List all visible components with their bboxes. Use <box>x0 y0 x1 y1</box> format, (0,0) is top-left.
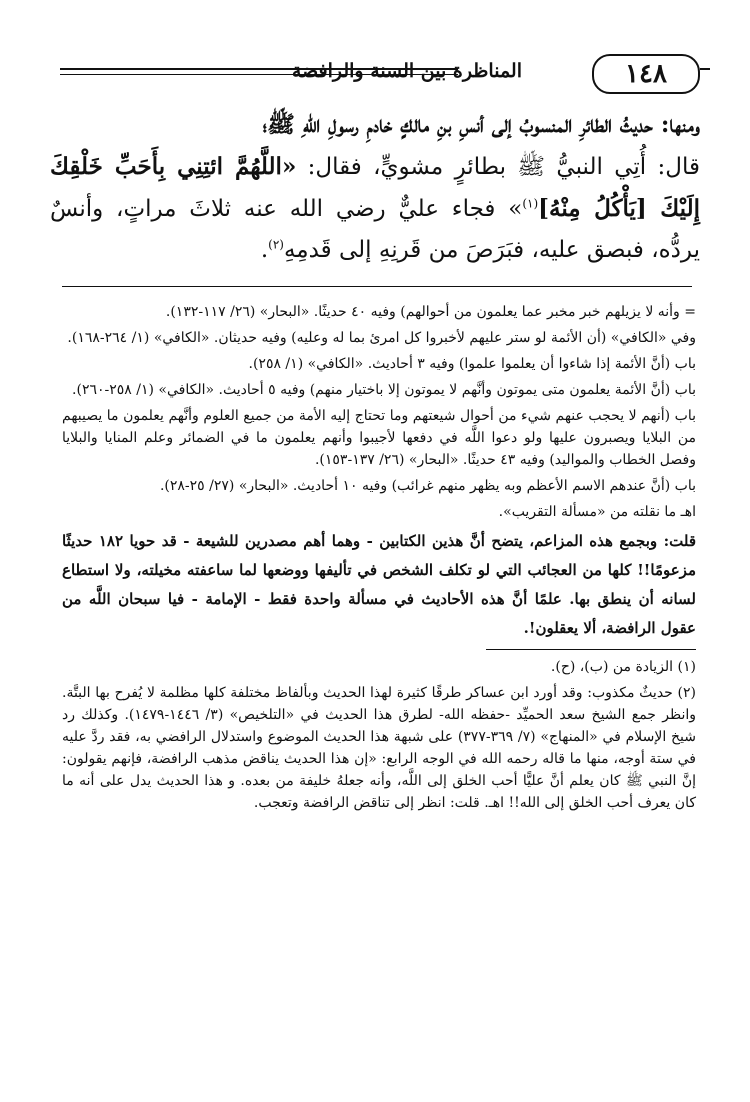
author-comment: قلت: وبجمع هذه المزاعم، يتضح أنَّ هذين الكتابين - وهما أهم مصدرين للشيعة - قد حويا ١٨٢ حديثًا مزعومًا!! كلها من العجائب التي لو تكلف الشخص في تأليفها ووضعها لما ساعفته مخيلته، ولا استطاع لسانه أن ينطق بها. علمًا أنَّ هذه الأحاديث في مسألة واحدة فقط - الإمامة - فيا سبحان اللَّه من عقول الرافضة، ألا يعقلون!. <box>62 532 697 637</box>
footnotes <box>62 301 696 818</box>
note-continuation: = وأنه لا يزيلهم خبر مخبر عما يعلمون من أحوالهم) وفيه ٤٠ حديثًا. «البحار» (٢٦/ ١١٧-١٣٢). <box>165 304 696 320</box>
main-text-intro: قال: أُتِي النبيُّ ﷺ بطائرٍ مشويٍّ، فقال: <box>307 154 700 180</box>
note-bab-3: باب (أنهم لا يحجب عنهم شيء من أحوال شيعتهم وما تحتاج إليه الأمة من جميع العلوم وأنَّهم يعلمون ما يصيبهم من البلايا ويصبرون عليها ولو دعوا اللَّه في دفعها لأجيبوا وأنهم يعلمون ما في الضمائر وعلم المنايا والبلايا وفصل الخطاب والمواليد) وفيه ٤٣ حديثًا. «البحار» (٢٦/ ١٣٧-١٥٣). <box>62 408 696 468</box>
note-kafi-1: وفي «الكافي» (أن الأئمة لو ستر عليهم لأخبروا كل امرئ بما له وعليه) وفيه حديثان. «الكافي» (١/ ٢٦٤-١٦٨). <box>67 330 696 346</box>
note-bab-4: باب (أنَّ عندهم الاسم الأعظم وبه يظهر منهم غرائب) وفيه ١٠ أحاديث. «البحار» (٢٧/ ٢٥-٢٨). <box>159 478 696 494</box>
footnote-2: (٢) حديثٌ مكذوب: وقد أورد ابن عساكر طرقًا كثيرة لهذا الحديث وبألفاظ مختلفة كلها مظلمة لا يُفرح بها البتَّة. وانظر جمع الشيخ سعد الحميِّد -حفظه الله- لطرق هذا الحديث في «التلخيص» (٣/ ١٤٤٦-١٤٧٩). وكذلك رد شيخ الإسلام في «المنهاج» (٧/ ٣٦٩-٣٧٧) على شبهة هذا الحديث الموضوع واستدلال الرافضي به، فقد ردَّ عليه في ستة أوجه، منها ما قاله رحمه الله في الوجه الرابع: «إن هذا الحديث يناقض مذهب الرافضة، فإنهم يقولون: إنَّ النبي ﷺ كان يعلم أنَّ عليًّا أحب الخلق إلى اللَّه، وأنه جعلهُ خليفة من بعده. و هذا الحديث يدل على أنه ما كان يعرف أحب الخلق إلى الله!! اهـ. قلت: انظر إلى تناقض الرافضة وتعجب. <box>62 685 697 811</box>
note-bab-1: باب (أنَّ الأئمة إذا شاءوا أن يعلموا علموا) وفيه ٣ أحاديث. «الكافي» (١/ ٢٥٨). <box>248 356 696 372</box>
main-heading-text: ومنها: حديثُ الطائرِ المنسوبُ إلى أنسِ بنِ مالكٍ خادمِ رسولِ اللهِ ﷺ؛ <box>262 111 700 138</box>
page-number: ١٤٨ <box>592 54 700 94</box>
header-rule-right <box>700 68 710 70</box>
footnote-ref-1: (١) <box>522 196 539 211</box>
footnote-1: (١) الزيادة من (ب)، (ح). <box>550 659 696 675</box>
main-text-story: » فجاء عليٌّ رضي الله عنه ثلاثَ مراتٍ، وأنسٌ يردُّه، فبصق عليه، فبَرَصَ من قَرنِهِ إلى قَدمِهِ <box>50 196 700 263</box>
note-source: اهـ ما نقلته من «مسألة التقريب». <box>498 504 696 520</box>
footnote-ref-2: (٢) <box>268 237 284 252</box>
main-text <box>50 104 700 271</box>
hadith-quote: «اللَّهُمَّ ائتِنِي بِأَحَبِّ خَلْقِكَ إِلَيْكَ [يَأْكُلُ مِنْهُ] <box>50 153 700 222</box>
notes-separator <box>486 649 696 650</box>
page-header <box>60 54 710 94</box>
main-line-1 <box>50 104 700 146</box>
footnote-separator <box>62 286 692 287</box>
main-text-end: . <box>260 237 269 263</box>
main-paragraph <box>50 146 700 271</box>
running-title: المناظرة بين السنة والرافضة <box>291 60 522 82</box>
note-bab-2: باب (أنَّ الأئمة يعلمون متى يموتون وأنَّهم لا يموتون إلا باختيار منهم) وفيه ٥ أحاديث. «الكافي» (١/ ٢٥٨-٢٦٠). <box>72 382 696 398</box>
